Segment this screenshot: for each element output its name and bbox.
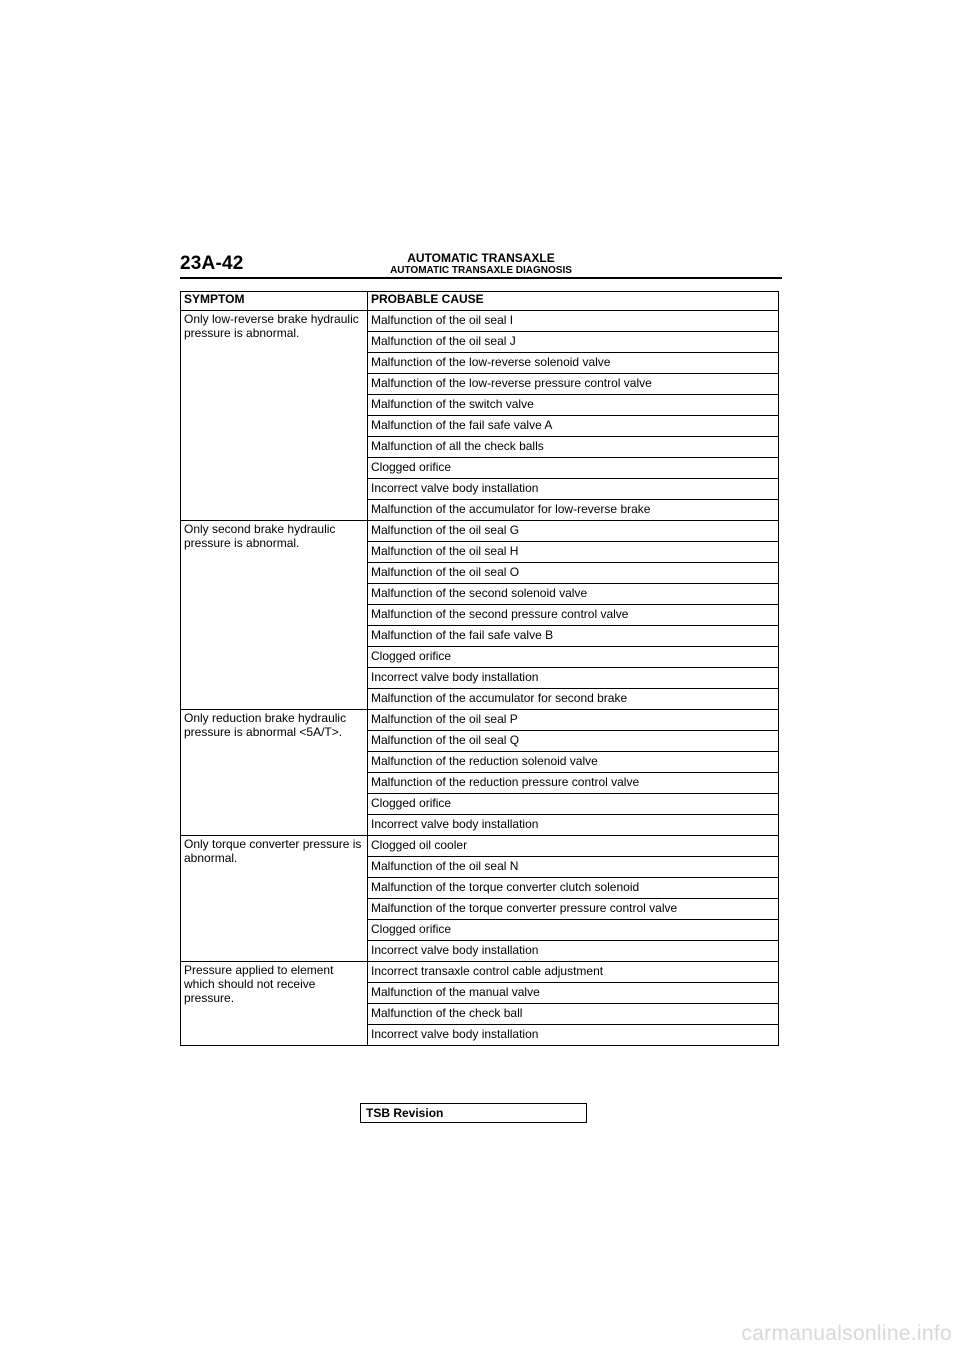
- probable-cause-cell: Malfunction of the oil seal O: [368, 563, 779, 584]
- table-row: [181, 311, 779, 332]
- table-row: [181, 962, 779, 983]
- tsb-revision-label: TSB Revision: [366, 1106, 444, 1120]
- column-header-symptom: SYMPTOM: [181, 292, 368, 311]
- probable-cause-cell: Malfunction of the reduction solenoid valve: [368, 752, 779, 773]
- probable-cause-cell: Malfunction of the oil seal Q: [368, 731, 779, 752]
- probable-cause-cell: Incorrect valve body installation: [368, 941, 779, 962]
- probable-cause-cell: Malfunction of the torque converter clutch solenoid: [368, 878, 779, 899]
- probable-cause-cell: Malfunction of the second solenoid valve: [368, 584, 779, 605]
- probable-cause-cell: Incorrect valve body installation: [368, 1025, 779, 1046]
- probable-cause-cell: Malfunction of the low-reverse solenoid valve: [368, 353, 779, 374]
- table-row: [181, 836, 779, 857]
- probable-cause-cell: Malfunction of the oil seal J: [368, 332, 779, 353]
- diagnosis-table: [180, 291, 779, 1046]
- probable-cause-cell: Malfunction of the second pressure control valve: [368, 605, 779, 626]
- probable-cause-cell: Clogged orifice: [368, 794, 779, 815]
- probable-cause-cell: Clogged orifice: [368, 647, 779, 668]
- page-header: [180, 250, 782, 280]
- probable-cause-cell: Malfunction of the reduction pressure control valve: [368, 773, 779, 794]
- probable-cause-cell: Malfunction of the low-reverse pressure control valve: [368, 374, 779, 395]
- probable-cause-cell: Incorrect valve body installation: [368, 815, 779, 836]
- section-subtitle: AUTOMATIC TRANSAXLE DIAGNOSIS: [390, 265, 572, 276]
- probable-cause-cell: Malfunction of the accumulator for low-reverse brake: [368, 500, 779, 521]
- tsb-revision-box: [360, 1103, 587, 1123]
- probable-cause-cell: Malfunction of the torque converter pressure control valve: [368, 899, 779, 920]
- probable-cause-cell: Malfunction of all the check balls: [368, 437, 779, 458]
- probable-cause-cell: Malfunction of the oil seal N: [368, 857, 779, 878]
- table-header-row: [181, 292, 779, 311]
- probable-cause-cell: Malfunction of the oil seal P: [368, 710, 779, 731]
- probable-cause-cell: Clogged orifice: [368, 458, 779, 479]
- table-row: [181, 521, 779, 542]
- table-row: [181, 710, 779, 731]
- symptom-cell: Pressure applied to element which should not receive pressure.: [181, 962, 368, 1046]
- probable-cause-cell: Malfunction of the oil seal H: [368, 542, 779, 563]
- symptom-cell: Only second brake hydraulic pressure is abnormal.: [181, 521, 368, 710]
- probable-cause-cell: Malfunction of the oil seal G: [368, 521, 779, 542]
- probable-cause-cell: Malfunction of the fail safe valve B: [368, 626, 779, 647]
- header-rule: [180, 277, 782, 279]
- page-number: 23A-42: [180, 253, 244, 274]
- table-body: [181, 311, 779, 1046]
- section-title: AUTOMATIC TRANSAXLE: [407, 251, 555, 265]
- symptom-cell: Only torque converter pressure is abnormal.: [181, 836, 368, 962]
- probable-cause-cell: Malfunction of the check ball: [368, 1004, 779, 1025]
- site-watermark: carmanualsonline.info: [741, 1322, 952, 1345]
- probable-cause-cell: Malfunction of the oil seal I: [368, 311, 779, 332]
- symptom-cell: Only reduction brake hydraulic pressure is abnormal <5A/T>.: [181, 710, 368, 836]
- probable-cause-cell: Malfunction of the manual valve: [368, 983, 779, 1004]
- probable-cause-cell: Malfunction of the accumulator for second brake: [368, 689, 779, 710]
- probable-cause-cell: Malfunction of the fail safe valve A: [368, 416, 779, 437]
- probable-cause-cell: Incorrect transaxle control cable adjustment: [368, 962, 779, 983]
- symptom-cell: Only low-reverse brake hydraulic pressure is abnormal.: [181, 311, 368, 521]
- probable-cause-cell: Clogged orifice: [368, 920, 779, 941]
- column-header-probable-cause: PROBABLE CAUSE: [368, 292, 779, 311]
- probable-cause-cell: Malfunction of the switch valve: [368, 395, 779, 416]
- probable-cause-cell: Incorrect valve body installation: [368, 479, 779, 500]
- probable-cause-cell: Incorrect valve body installation: [368, 668, 779, 689]
- probable-cause-cell: Clogged oil cooler: [368, 836, 779, 857]
